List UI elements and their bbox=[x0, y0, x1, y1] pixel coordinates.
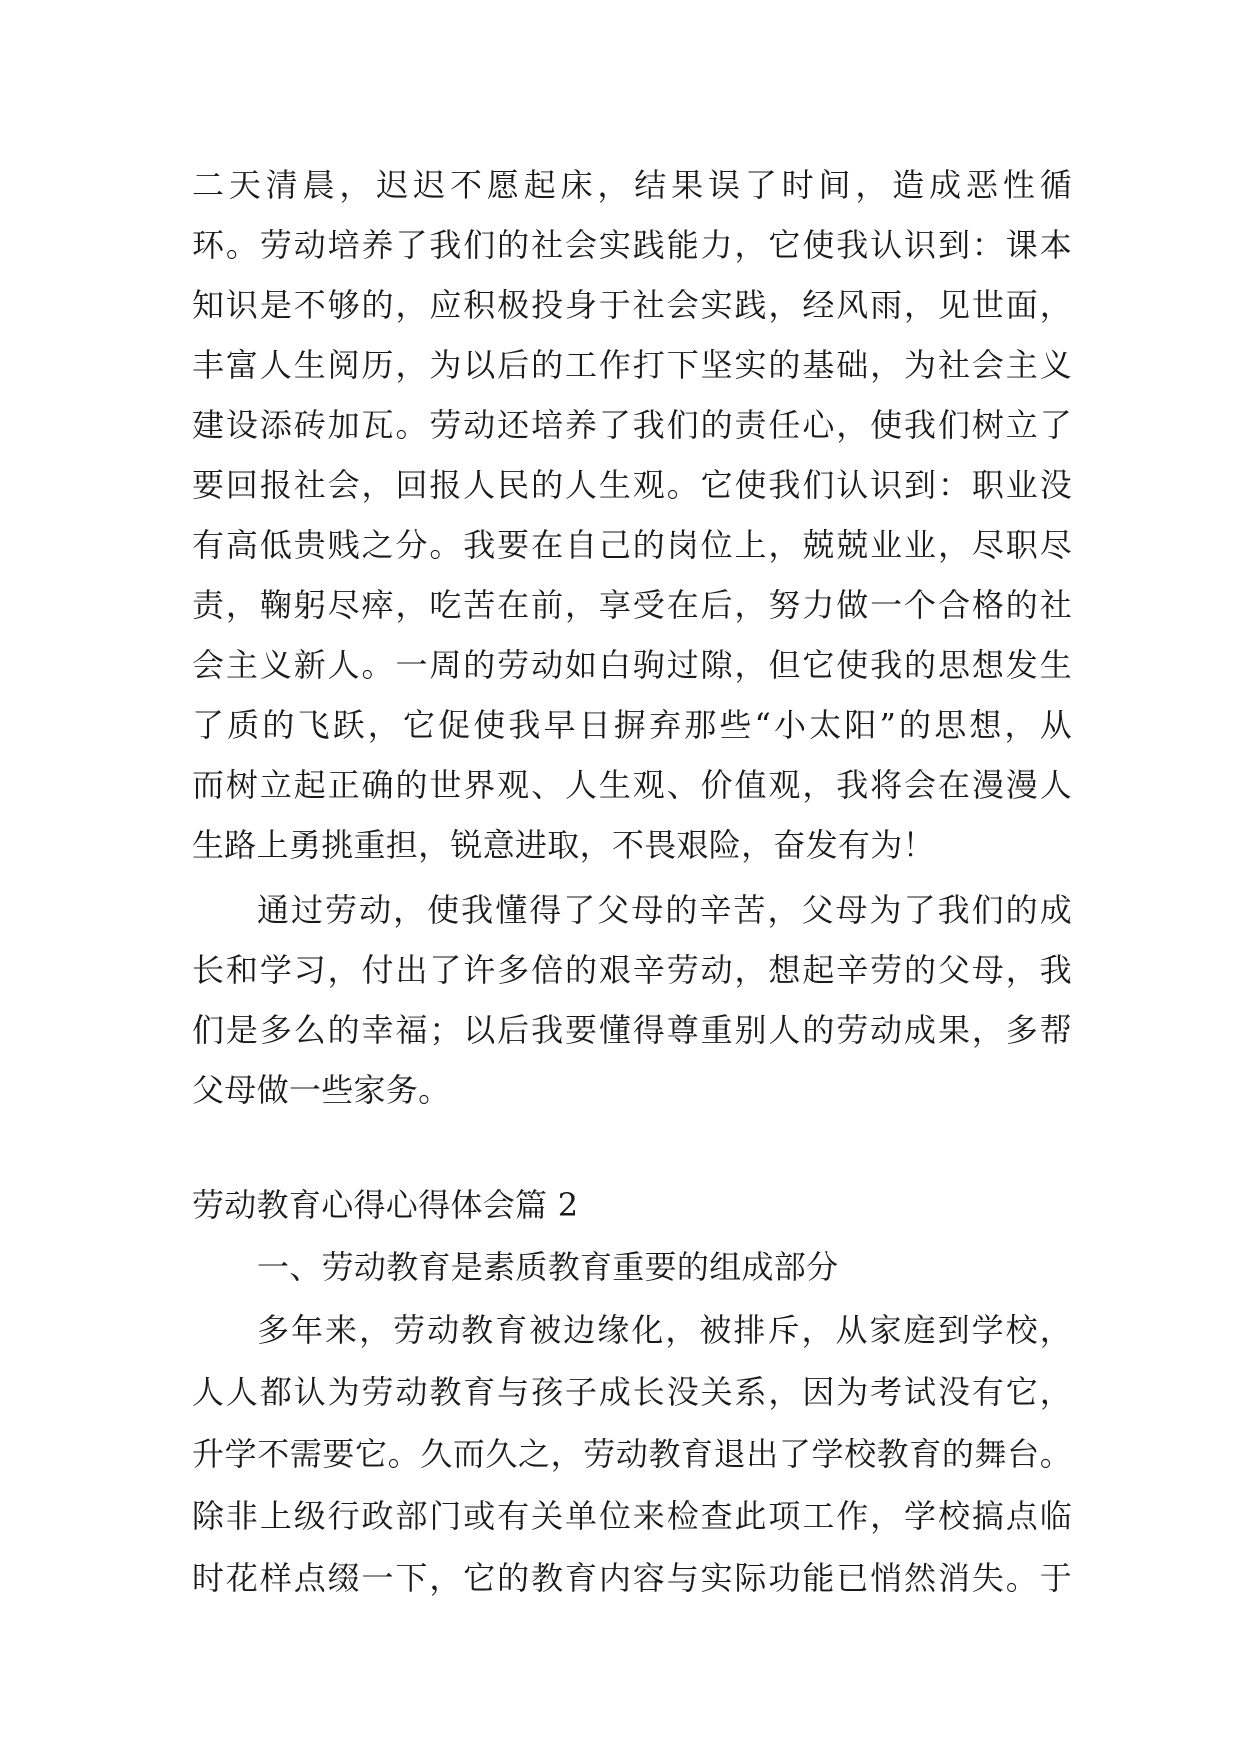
paragraph-line: 人人都认为劳动教育与孩子成长没关系，因为考试没有它， bbox=[192, 1373, 1072, 1411]
paragraph-line: 丰富人生阅历，为以后的工作打下坚实的基础，为社会主义 bbox=[192, 346, 1072, 384]
paragraph-line: 们是多么的幸福；以后我要懂得尊重别人的劳动成果，多帮 bbox=[192, 1011, 1072, 1049]
paragraph-line: 二天清晨，迟迟不愿起床，结果误了时间，造成恶性循 bbox=[192, 166, 1072, 204]
paragraph-line: 了质的飞跃，它促使我早日摒弃那些“小太阳”的思想，从 bbox=[192, 706, 1072, 744]
subheading: 一、劳动教育是素质教育重要的组成部分 bbox=[257, 1248, 839, 1286]
paragraph-line: 除非上级行政部门或有关单位来检查此项工作，学校搞点临 bbox=[192, 1497, 1072, 1535]
paragraph-line: 父母做一些家务。 bbox=[192, 1071, 451, 1109]
paragraph-line: 而树立起正确的世界观、人生观、价值观，我将会在漫漫人 bbox=[192, 766, 1072, 804]
paragraph-line: 时花样点缀一下，它的教育内容与实际功能已悄然消失。于 bbox=[192, 1559, 1072, 1597]
paragraph-line: 多年来，劳动教育被边缘化，被排斥，从家庭到学校， bbox=[257, 1311, 1072, 1349]
paragraph-line: 通过劳动，使我懂得了父母的辛苦，父母为了我们的成 bbox=[257, 891, 1072, 929]
paragraph-line: 环。劳动培养了我们的社会实践能力，它使我认识到：课本 bbox=[192, 226, 1072, 264]
paragraph-line: 要回报社会，回报人民的人生观。它使我们认识到：职业没 bbox=[192, 466, 1072, 504]
paragraph-line: 会主义新人。一周的劳动如白驹过隙，但它使我的思想发生 bbox=[192, 646, 1072, 684]
section-title: 劳动教育心得心得体会篇 2 bbox=[192, 1186, 579, 1224]
paragraph-line: 建设添砖加瓦。劳动还培养了我们的责任心，使我们树立了 bbox=[192, 406, 1072, 444]
paragraph-line: 生路上勇挑重担，锐意进取，不畏艰险，奋发有为！ bbox=[192, 826, 935, 864]
paragraph-line: 有高低贵贱之分。我要在自己的岗位上，兢兢业业，尽职尽 bbox=[192, 526, 1072, 564]
paragraph-line: 知识是不够的，应积极投身于社会实践，经风雨，见世面， bbox=[192, 286, 1072, 324]
paragraph-line: 长和学习，付出了许多倍的艰辛劳动，想起辛劳的父母，我 bbox=[192, 951, 1072, 989]
paragraph-line: 升学不需要它。久而久之，劳动教育退出了学校教育的舞台。 bbox=[192, 1435, 1072, 1473]
paragraph-line: 责，鞠躬尽瘁，吃苦在前，享受在后，努力做一个合格的社 bbox=[192, 586, 1072, 624]
